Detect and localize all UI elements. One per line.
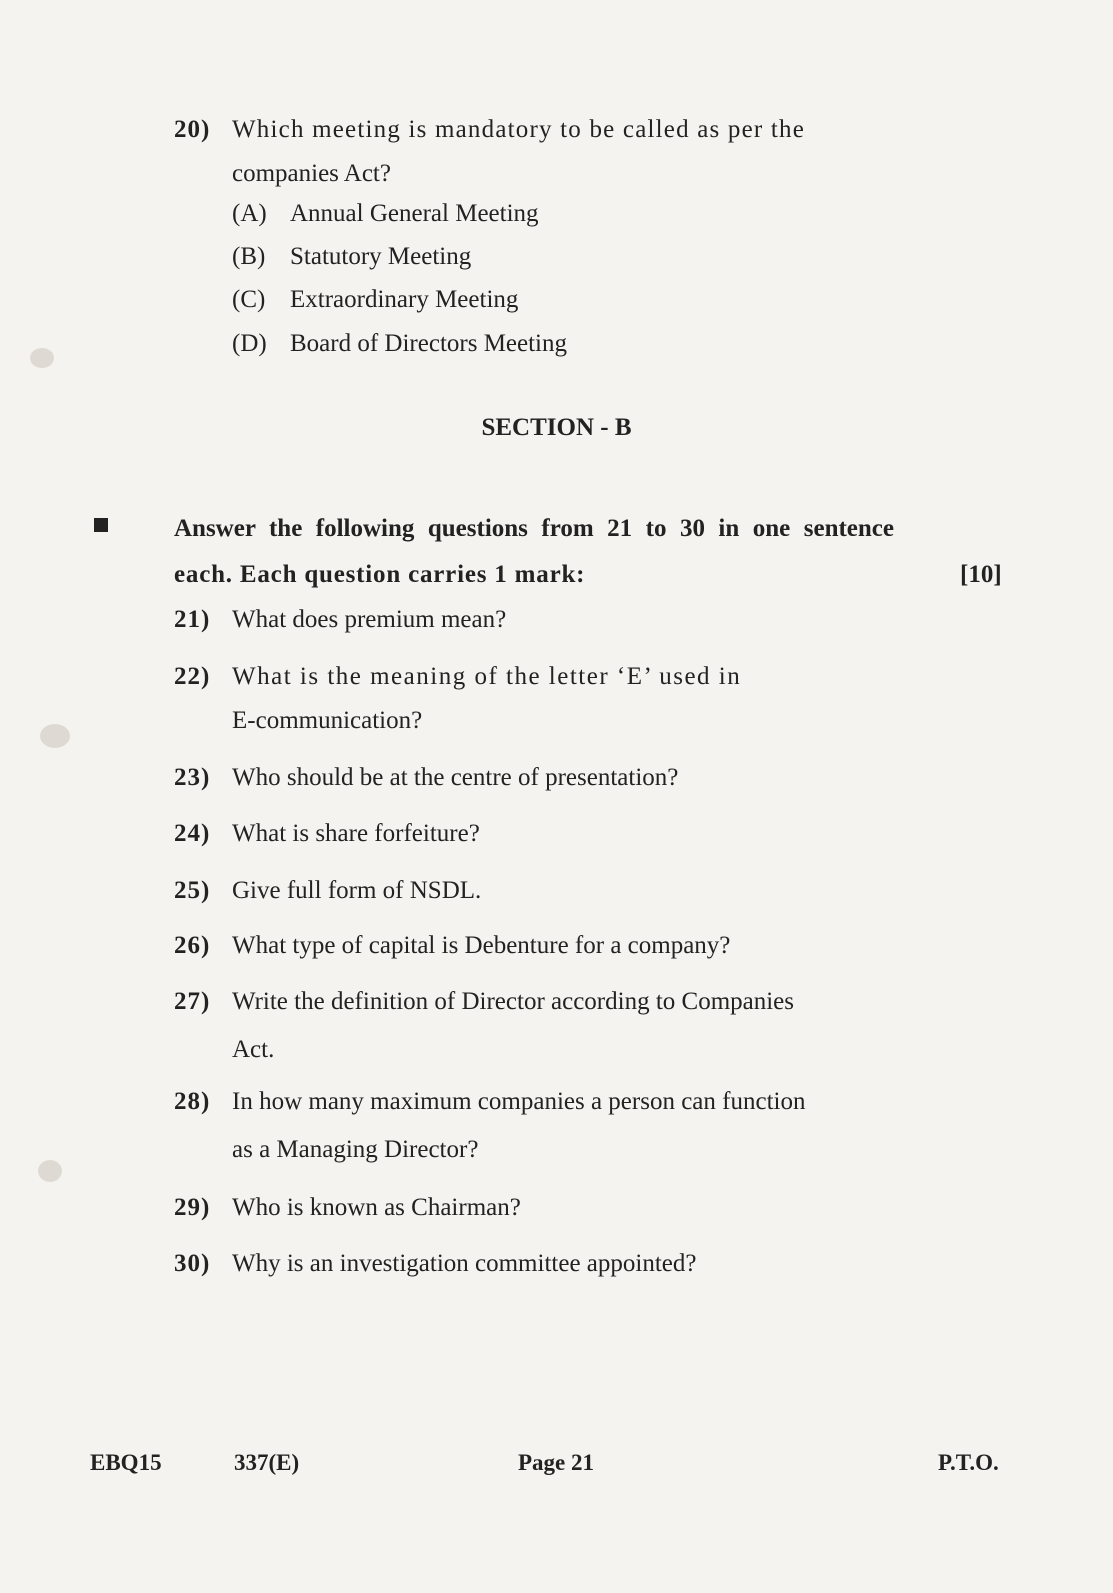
option-text: Extraordinary Meeting (290, 286, 519, 313)
question-26 (174, 924, 872, 968)
question-text-line1: In how many maximum companies a person can function (232, 1088, 806, 1115)
section-title: SECTION - B (481, 414, 632, 441)
footer-code: EBQ15 (90, 1450, 162, 1475)
question-20 (174, 108, 872, 196)
scan-mark (30, 348, 54, 368)
question-text-line2: E-communication? (232, 707, 423, 734)
question-25 (174, 869, 872, 913)
question-text-line1: What does premium mean? (232, 606, 507, 633)
question-text-line2: Act. (232, 1036, 275, 1063)
question-number: 26) (174, 932, 211, 959)
question-27 (174, 980, 872, 1072)
question-number: 28) (174, 1088, 211, 1115)
option-a (232, 192, 539, 236)
question-29 (174, 1186, 872, 1230)
option-b (232, 235, 471, 279)
option-text: Board of Directors Meeting (290, 330, 568, 357)
option-d (232, 322, 567, 366)
question-28 (174, 1080, 872, 1172)
footer-paper-code: 337(E) (234, 1450, 300, 1475)
option-label: (C) (232, 286, 266, 313)
question-number: 24) (174, 820, 211, 847)
option-c (232, 278, 518, 322)
question-text-line1: Why is an investigation committee appointed? (232, 1250, 697, 1277)
section-instruction (174, 506, 934, 598)
question-number: 25) (174, 877, 211, 904)
question-text-line1: Which meeting is mandatory to be called as per the (232, 116, 806, 143)
question-22 (174, 655, 872, 743)
question-number: 30) (174, 1250, 211, 1277)
scan-mark (40, 724, 70, 748)
question-text-line1: Give full form of NSDL. (232, 877, 482, 904)
square-bullet-icon (94, 518, 108, 532)
question-text-line1: Who should be at the centre of presentation? (232, 764, 679, 791)
question-number: 22) (174, 663, 211, 690)
question-number: 27) (174, 988, 211, 1015)
instruction-line1: Answer the following questions from 21 to 30 in one sentence (174, 515, 894, 542)
option-label: (D) (232, 330, 267, 357)
question-23 (174, 756, 872, 800)
question-text-line1: Write the definition of Director according to Companies (232, 988, 795, 1015)
question-text-line2: companies Act? (232, 160, 391, 187)
marks-badge: [10] (960, 561, 1002, 588)
question-text-line1: What type of capital is Debenture for a company? (232, 932, 731, 959)
option-label: (A) (232, 200, 267, 227)
question-number: 21) (174, 606, 211, 633)
option-text: Annual General Meeting (290, 200, 539, 227)
question-number: 23) (174, 764, 211, 791)
question-text-line1: What is share forfeiture? (232, 820, 480, 847)
question-text-line1: Who is known as Chairman? (232, 1194, 521, 1221)
question-number: 29) (174, 1194, 211, 1221)
question-number: 20) (174, 116, 211, 143)
scan-mark (38, 1160, 62, 1182)
question-24 (174, 812, 872, 856)
question-text-line1: What is the meaning of the letter ‘E’ used in (232, 663, 742, 690)
footer-pto: P.T.O. (938, 1450, 999, 1475)
instruction-line2: each. Each question carries 1 mark: (174, 561, 586, 588)
option-text: Statutory Meeting (290, 243, 472, 270)
footer-page-number: Page 21 (518, 1450, 595, 1475)
question-21 (174, 598, 872, 642)
option-label: (B) (232, 243, 266, 270)
question-30 (174, 1242, 872, 1286)
question-text-line2: as a Managing Director? (232, 1136, 479, 1163)
